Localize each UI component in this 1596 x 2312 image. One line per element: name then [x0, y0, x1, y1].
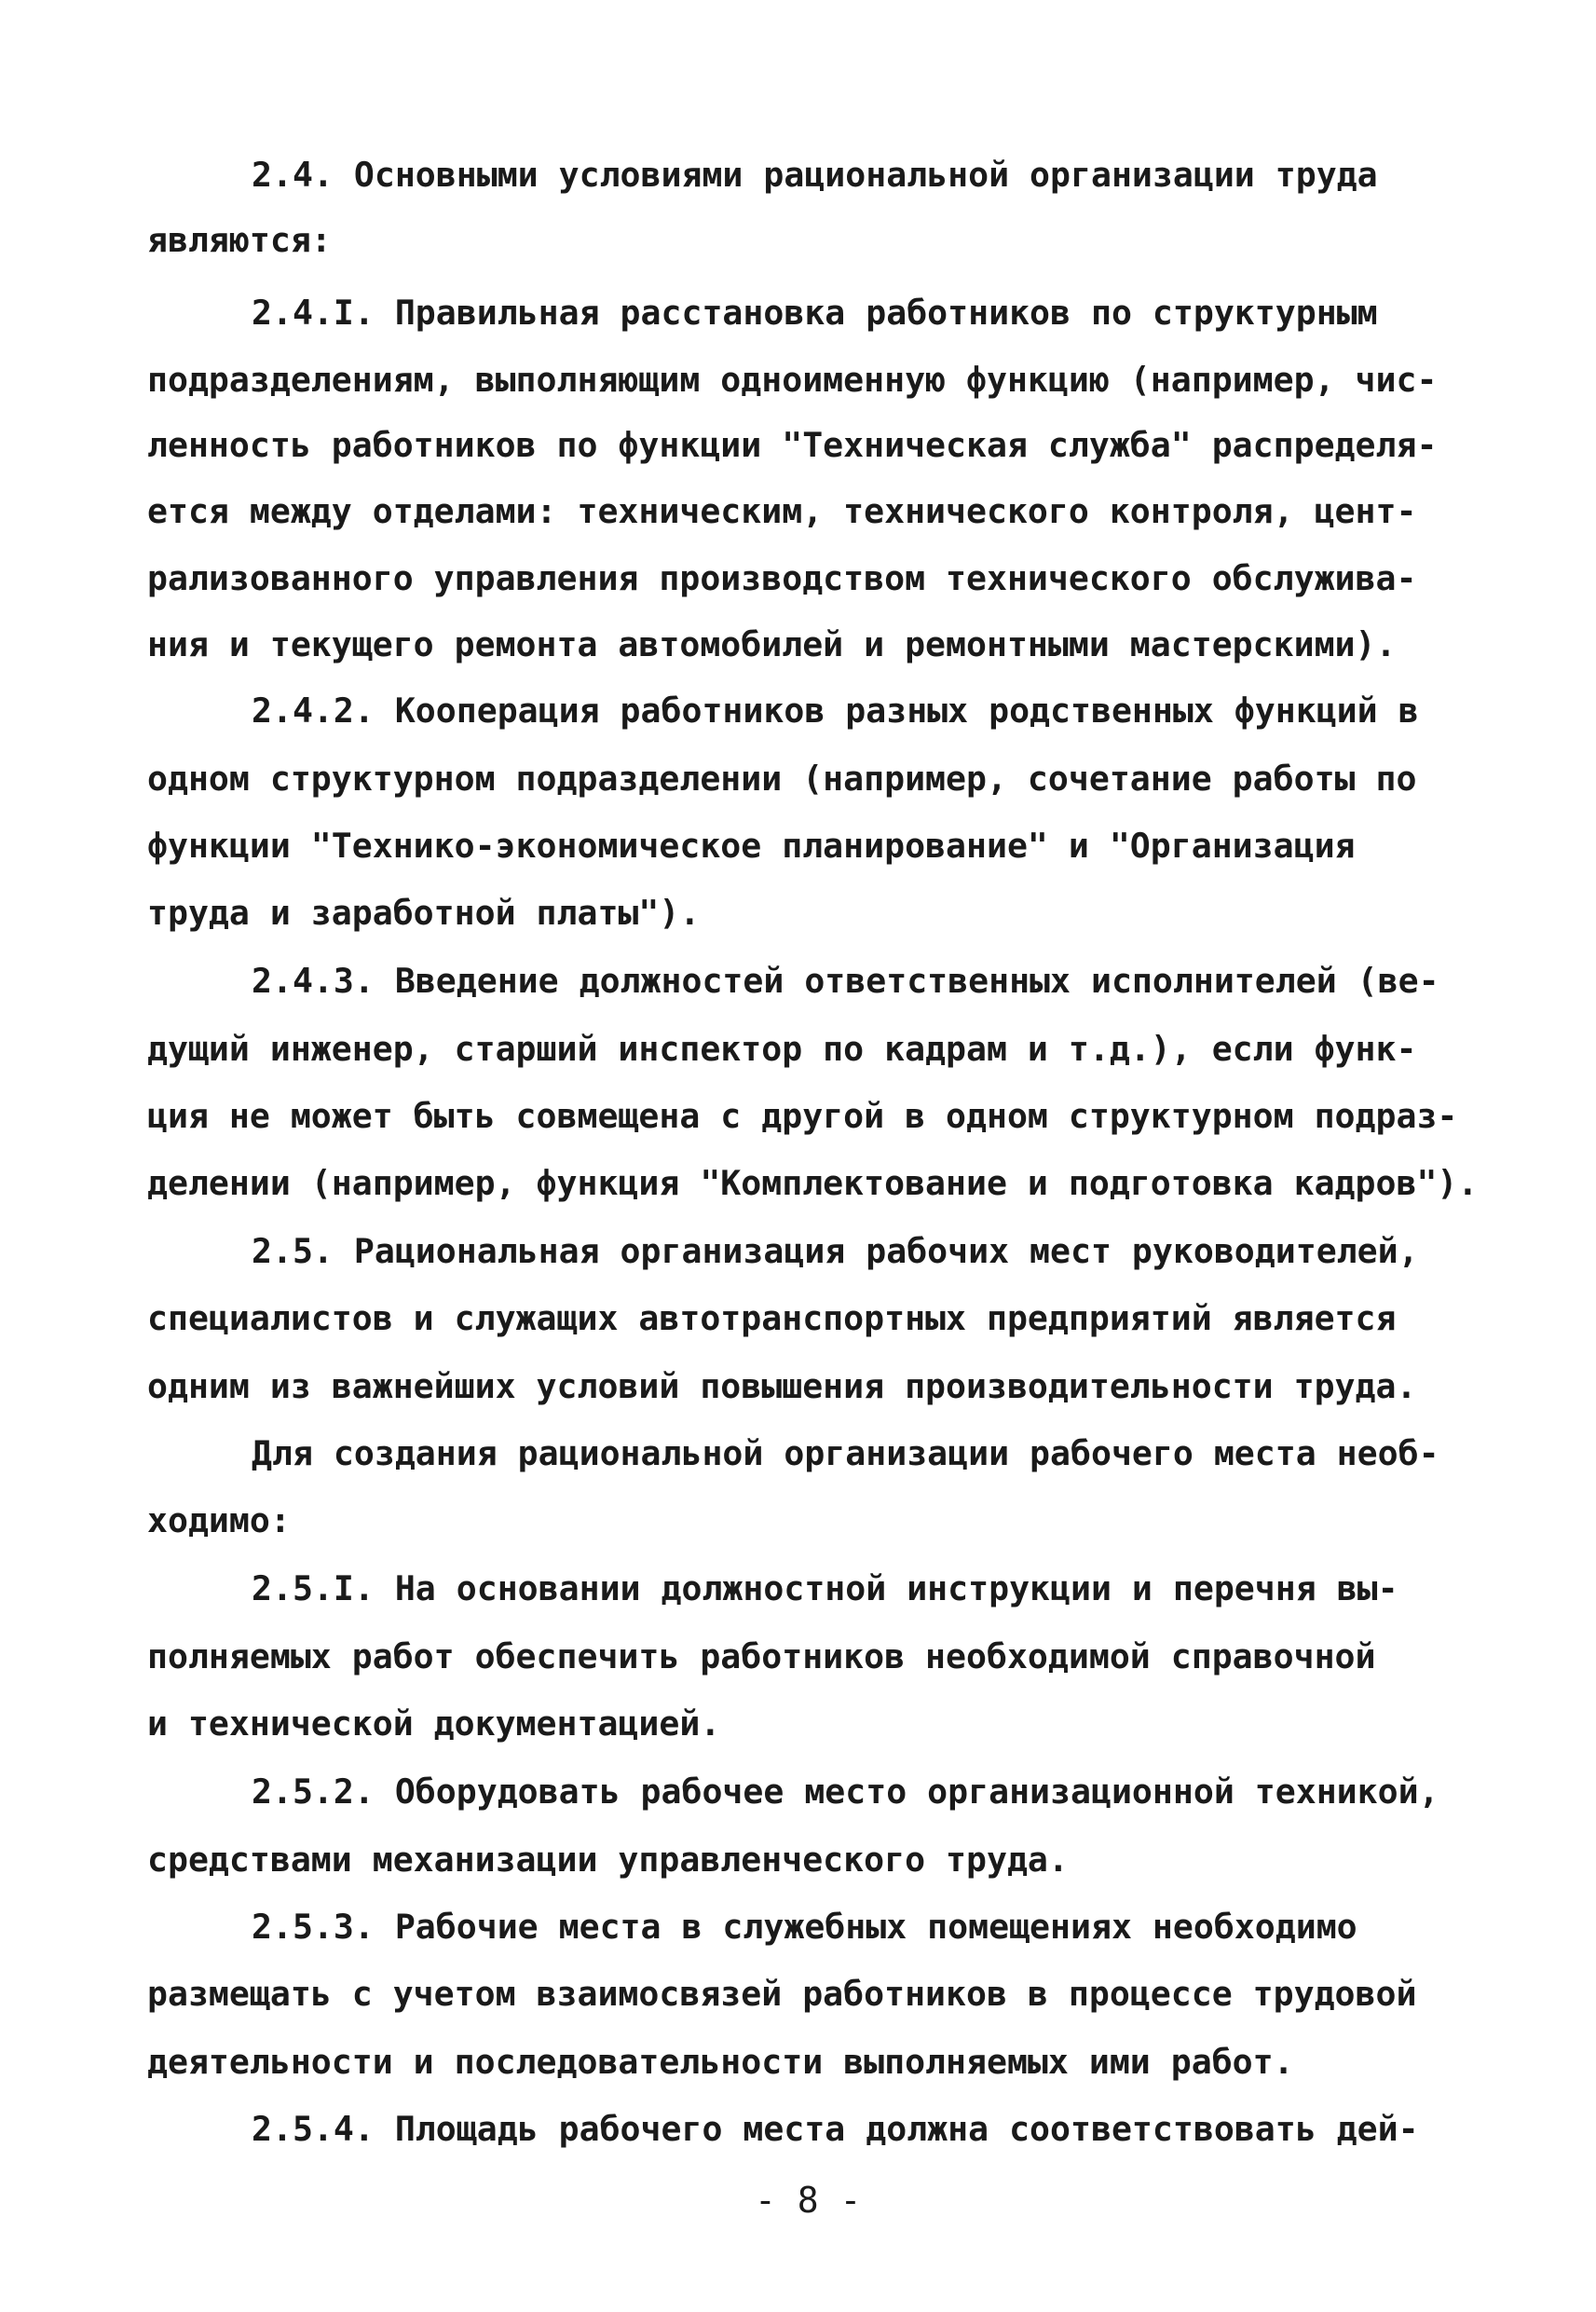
text-line: ция не может быть совмещена с другой в одном структурном подраз-: [147, 1096, 1458, 1136]
text-line: 2.5.4. Площадь рабочего места должна соответствовать дей-: [252, 2109, 1419, 2149]
text-line: подразделениям, выполняющим одноименную функцию (например, чис-: [147, 360, 1438, 400]
text-line: ется между отделами: техническим, технического контроля, цент-: [147, 491, 1417, 531]
text-line: ленность работников по функции "Техническая служба" распределя-: [147, 425, 1438, 465]
text-line: рализованного управления производством технического обслужива-: [147, 558, 1417, 598]
text-line: полняемых работ обеспечить работников необходимой справочной: [147, 1636, 1376, 1676]
text-line: дущий инженер, старший инспектор по кадрам и т.д.), если функ-: [147, 1029, 1417, 1069]
text-line: 2.5.I. На основании должностной инструкции и перечня вы-: [252, 1568, 1398, 1608]
text-line: 2.4. Основными условиями рациональной организации труда: [252, 155, 1378, 195]
text-line: средствами механизации управленческого труда.: [147, 1840, 1069, 1880]
text-line: ния и текущего ремонта автомобилей и ремонтными мастерскими).: [147, 624, 1397, 664]
text-line: 2.4.I. Правильная расстановка работников по структурным: [252, 293, 1378, 333]
text-line: ходимо:: [147, 1500, 291, 1540]
text-line: 2.4.2. Кооперация работников разных родственных функций в: [252, 691, 1419, 731]
text-line: и технической документацией.: [147, 1703, 721, 1744]
text-line: функции "Технико-экономическое планирование" и "Организация: [147, 826, 1356, 866]
text-line: являются:: [147, 220, 332, 260]
text-line: 2.5.3. Рабочие места в служебных помещениях необходимо: [252, 1907, 1357, 1947]
text-line: деятельности и последовательности выполняемых ими работ.: [147, 2042, 1294, 2082]
text-line: специалистов и служащих автотранспортных предприятий является: [147, 1298, 1397, 1338]
page-number: - 8 -: [755, 2180, 862, 2221]
text-line: 2.4.3. Введение должностей ответственных исполнителей (ве-: [252, 961, 1439, 1001]
text-line: 2.5.2. Оборудовать рабочее место организационной техникой,: [252, 1772, 1439, 1812]
text-line: размещать с учетом взаимосвязей работников в процессе трудовой: [147, 1974, 1417, 2014]
text-line: одном структурном подразделении (например, сочетание работы по: [147, 759, 1417, 799]
text-line: 2.5. Рациональная организация рабочих мест руководителей,: [252, 1231, 1419, 1271]
text-line: Для создания рациональной организации рабочего места необ-: [252, 1433, 1439, 1473]
text-line: труда и заработной платы").: [147, 893, 701, 933]
text-line: делении (например, функция "Комплектование и подготовка кадров").: [147, 1163, 1479, 1203]
text-line: одним из важнейших условий повышения производительности труда.: [147, 1366, 1417, 1406]
